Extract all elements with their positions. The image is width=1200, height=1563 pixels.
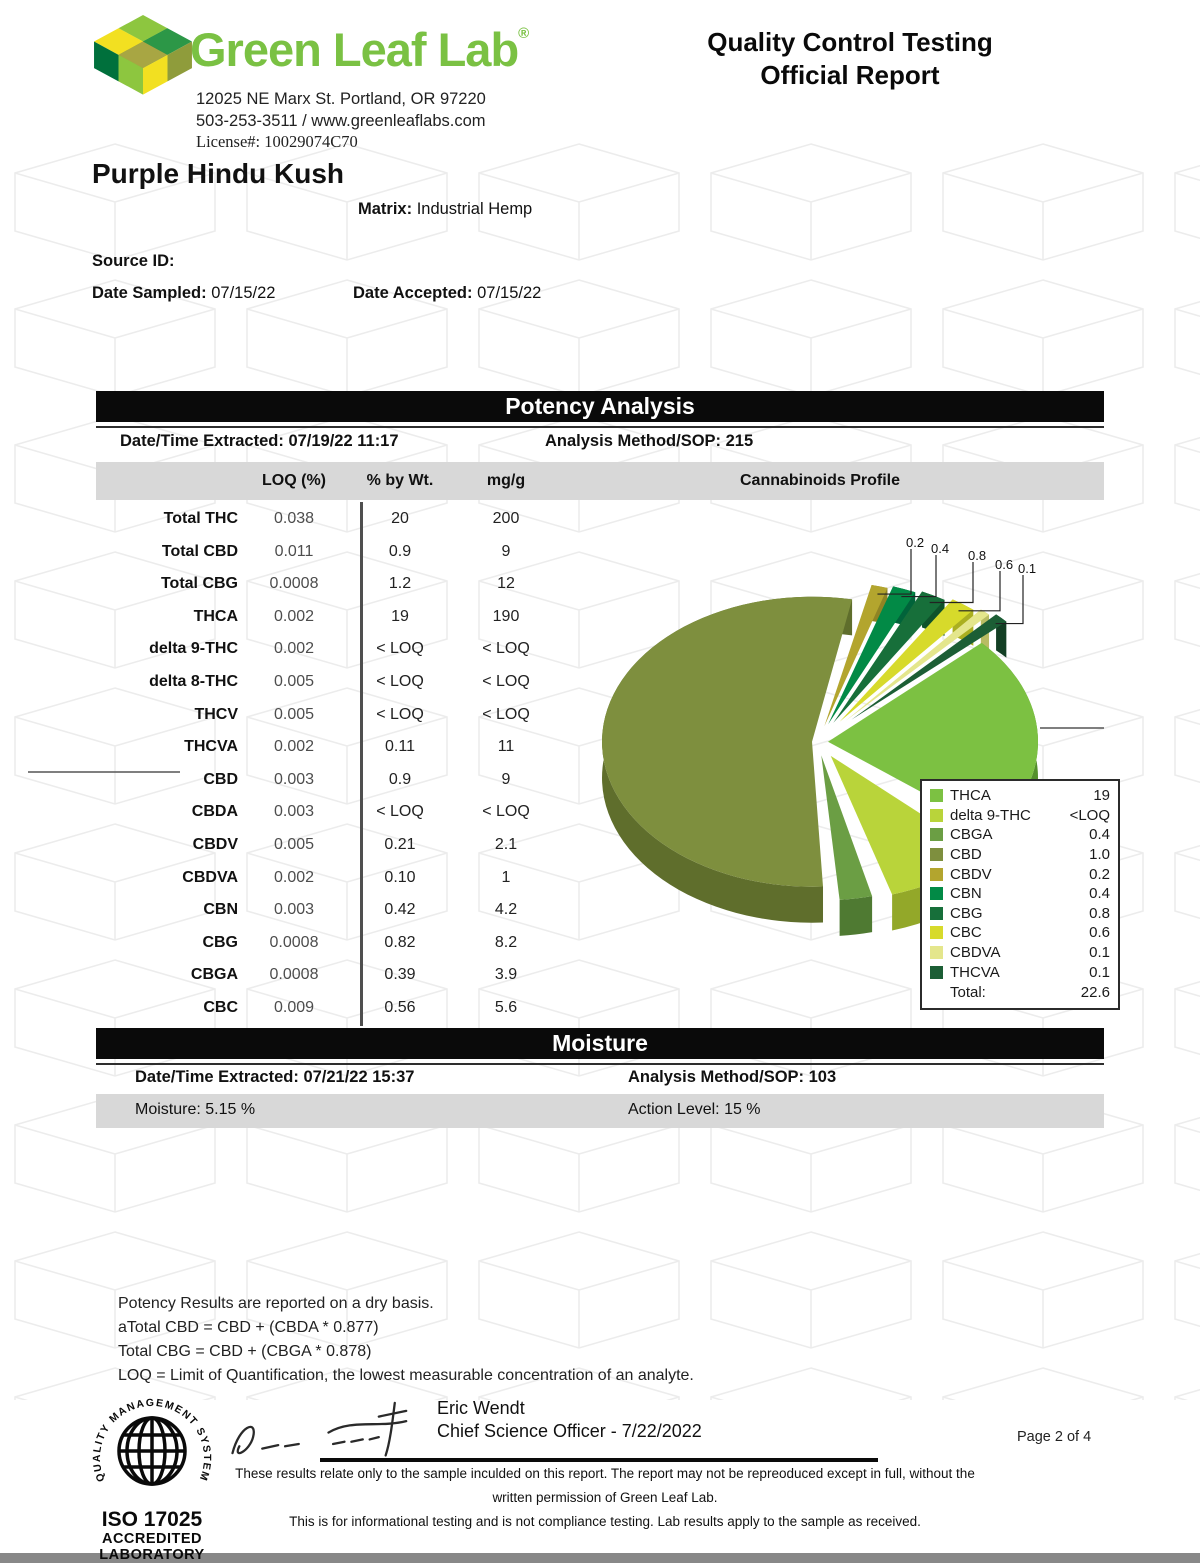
disclaimer-line: written permission of Green Leaf Lab. [492,1490,718,1505]
pct-by-wt-value: 20 [391,510,409,527]
pie-callout-label: 0.6 [995,557,1014,572]
legend-row [930,864,1110,884]
pie-callout-line [958,571,1000,611]
analyte-name: CBDVA [182,868,238,886]
page-number: Page 2 of 4 [1017,1429,1092,1445]
legend-row [930,943,1110,963]
pct-by-wt-value: 0.56 [384,998,416,1016]
moisture-action-level: Action Level: 15 % [628,1101,761,1118]
potency-section-bar: Potency Analysis [96,391,1104,422]
brand-name: Green Leaf Lab® [190,23,529,76]
legend-swatch [930,848,943,861]
registered-mark: ® [518,25,529,42]
pie-legend [920,779,1120,1010]
analyte-name: THCVA [184,738,238,756]
loq-value: 0.0008 [269,933,319,951]
sample-matrix: Matrix: Industrial Hemp [358,200,533,218]
legend-swatch [930,966,943,979]
disclaimer-line: This is for informational testing and is not compliance testing. Lab results apply to the sample as received. [289,1514,921,1529]
date-sampled: Date Sampled: 07/15/22 [92,284,276,302]
loq-value: 0.002 [273,640,315,658]
signature-divider-line [320,1458,878,1462]
lab-address-line1: 12025 NE Marx St. Portland, OR 97220 [196,90,486,108]
legend-swatch [930,868,943,881]
legend-spacer [930,986,943,999]
mgg-value: 1 [501,868,511,886]
analyte-name: delta 8-THC [149,672,238,690]
mgg-value: < LOQ [482,705,530,723]
mgg-value: 4.2 [494,901,518,919]
mgg-value: 3.9 [494,966,518,984]
legend-row [930,904,1110,924]
analyte-name: CBD [203,770,238,788]
loq-value: 0.005 [273,835,315,853]
analyte-name: Total THC [163,510,238,527]
legend-label: CBC [950,924,982,942]
loq-value: 0.003 [273,803,315,821]
legend-row [930,962,1110,982]
pie-callout-label: 0.2 [906,535,925,550]
analyte-name: CBDV [192,835,238,853]
legend-value: 0.4 [1089,885,1110,903]
signer-title: Chief Science Officer - 7/22/2022 [437,1421,702,1441]
legend-swatch [930,809,943,822]
report-title: Quality Control Testing Official Report [707,27,993,90]
lab-address-line2: 503-253-3511 / www.greenleaflabs.com [196,112,486,130]
analyte-name: THCA [193,607,238,625]
legend-total-label: Total: [950,984,986,1002]
legend-label: THCA [950,787,991,805]
loq-value: 0.002 [273,607,315,625]
legend-label: THCVA [950,963,1000,981]
analyte-name: CBN [203,901,238,919]
legend-total-value: 22.6 [1080,984,1110,1002]
loq-value: 0.0008 [269,575,319,593]
pct-by-wt-value: < LOQ [376,803,424,821]
mgg-value: 12 [497,575,515,593]
legend-row [930,806,1110,826]
pct-by-wt-value: 0.21 [384,835,416,853]
legend-swatch [930,926,943,939]
mgg-value: 9 [501,542,511,560]
potency-extracted: Date/Time Extracted: 07/19/22 11:17 [120,432,399,450]
mgg-value: 200 [492,510,520,527]
legend-value: 0.8 [1089,904,1110,922]
legend-swatch [930,789,943,802]
legend-label: CBGA [950,826,993,844]
legend-value: 0.4 [1089,826,1110,844]
legend-swatch [930,887,943,900]
greenleaf-logo [92,12,194,116]
legend-label: CBDV [950,865,992,883]
loq-value: 0.002 [273,738,315,756]
col-mgg: mg/g [486,472,526,489]
footnote-line: Total CBG = CBD + (CBGA * 0.878) [118,1343,372,1360]
legend-row [930,884,1110,904]
analyte-name: Total CBG [160,575,238,593]
pie-callout-label: 0.1 [1018,561,1037,576]
loq-value: 0.003 [273,901,315,919]
footnote-line: aTotal CBD = CBD + (CBDA * 0.877) [118,1319,379,1336]
legend-value: 19 [1093,787,1110,805]
legend-row [930,786,1110,806]
loq-value: 0.003 [273,770,315,788]
legend-value: 0.1 [1089,944,1110,962]
footnote-line: LOQ = Limit of Quantification, the lowest measurable concentration of an analyte. [118,1367,694,1384]
mgg-value: 8.2 [494,933,518,951]
legend-swatch [930,907,943,920]
pct-by-wt-value: 19 [391,607,409,625]
pct-by-wt-value: < LOQ [376,705,424,723]
mgg-value: 9 [501,770,511,788]
pct-by-wt-value: 0.42 [384,901,416,919]
mgg-value: < LOQ [482,672,530,690]
iso-globe-logo [82,1396,222,1506]
pct-by-wt-value: 0.9 [388,770,412,788]
loq-value: 0.009 [273,998,315,1016]
mgg-value: < LOQ [482,640,530,658]
legend-label: CBD [950,846,982,864]
loq-value: 0.005 [273,672,315,690]
chart-title: Cannabinoids Profile [739,472,900,489]
legend-swatch [930,946,943,959]
pct-by-wt-value: 1.2 [388,575,412,593]
iso-number: ISO 17025 [101,1508,203,1531]
legend-total-row [930,982,1110,1004]
pct-by-wt-value: < LOQ [376,640,424,658]
mgg-value: < LOQ [482,803,530,821]
disclaimer-line: These results relate only to the sample inculded on this report. The report may not be repreoduced except in full, without the [235,1466,975,1481]
divider-line [96,1063,1104,1065]
loq-value: 0.005 [273,705,315,723]
analyte-name: delta 9-THC [149,640,238,658]
signature-scribble [218,1396,423,1460]
legend-value: 1.0 [1089,846,1110,864]
pct-by-wt-value: < LOQ [376,672,424,690]
pie-callout-label: 0.8 [968,548,987,563]
pct-by-wt-value: 0.82 [384,933,416,951]
date-accepted: Date Accepted: 07/15/22 [353,284,542,302]
legend-value: 0.1 [1089,963,1110,981]
iso-laboratory: LABORATORY [99,1547,205,1563]
pie-slice-side-CBGA [840,896,873,936]
footnote-line: Potency Results are reported on a dry basis. [118,1295,434,1312]
mgg-value: 2.1 [494,835,518,853]
col-pct: % by Wt. [366,472,434,489]
loq-value: 0.0008 [269,966,319,984]
legend-label: delta 9-THC [950,806,1031,824]
pct-by-wt-value: 0.39 [384,966,416,984]
sample-name: Purple Hindu Kush [92,158,344,189]
legend-value: 0.2 [1089,865,1110,883]
analyte-name: Total CBD [161,542,238,560]
legend-value: <LOQ [1069,806,1110,824]
moisture-result: Moisture: 5.15 % [135,1101,256,1118]
legend-label: CBN [950,885,982,903]
source-id: Source ID: [92,252,175,270]
analyte-name: CBDA [191,803,238,821]
moisture-method: Analysis Method/SOP: 103 [628,1068,837,1086]
pct-by-wt-value: 0.11 [385,738,415,756]
analyte-name: CBC [203,998,238,1016]
pct-by-wt-value: 0.9 [388,542,412,560]
iso-accredited: ACCREDITED [101,1531,203,1547]
pct-by-wt-value: 0.10 [384,868,416,886]
mgg-value: 5.6 [494,998,518,1016]
legend-row [930,845,1110,865]
analyte-name: CBGA [190,966,238,984]
loq-value: 0.011 [274,542,314,560]
potency-method: Analysis Method/SOP: 215 [545,432,754,450]
pie-callout-label: 0.4 [931,541,950,556]
signer-name: Eric Wendt [437,1398,525,1418]
legend-value: 0.6 [1089,924,1110,942]
legend-row [930,923,1110,943]
analyte-name: CBG [202,933,238,951]
legend-row [930,825,1110,845]
moisture-section-bar: Moisture [96,1028,1104,1059]
analyte-name: THCV [194,705,238,723]
legend-label: CBDVA [950,944,1001,962]
legend-label: CBG [950,904,983,922]
legend-swatch [930,828,943,841]
mgg-value: 190 [492,607,520,625]
mgg-value: 11 [497,738,515,756]
loq-value: 0.038 [273,510,315,527]
loq-value: 0.002 [273,868,315,886]
col-loq: LOQ (%) [262,472,326,489]
moisture-extracted: Date/Time Extracted: 07/21/22 15:37 [135,1068,415,1086]
svg-text:QUALITY MANAGEMENT SYSTEM: QUALITY MANAGEMENT SYSTEM [90,1396,214,1484]
lab-license: License#: 10029074C70 [196,132,358,151]
